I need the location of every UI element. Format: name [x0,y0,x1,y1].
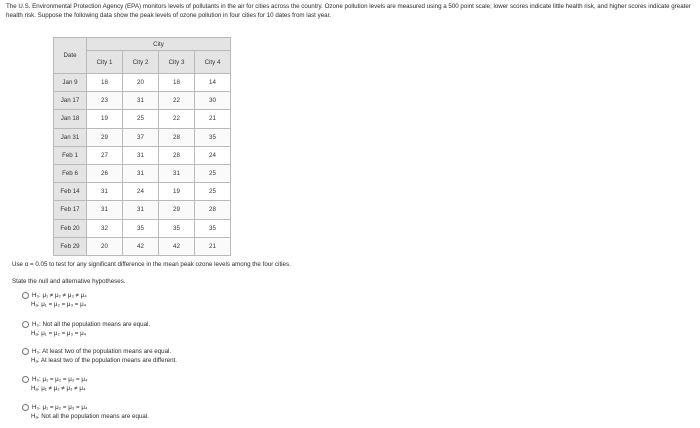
table-row [54,183,231,201]
city-4-value-cell: 14 [195,74,231,92]
table-row [54,92,231,110]
date-column-header: Date [54,38,87,74]
city-3-value-cell: 22 [159,92,195,110]
city-3-value-cell: 31 [159,164,195,182]
option-5-null: H₀: μ₁ = μ₂ = μ₃ = μ₄ [32,404,88,411]
hypothesis-option-1[interactable] [22,291,87,309]
city-4-value-cell: 21 [195,237,231,255]
test-question: Use α = 0.05 to test for any significant difference in the mean peak ozone levels among the four cities. [12,261,291,268]
date-cell: Feb 1 [54,146,87,164]
city-4-value-cell: 21 [195,110,231,128]
table-row [54,74,231,92]
option-4-radio[interactable] [22,376,29,383]
city-1-value-cell: 29 [87,128,123,146]
table-row [54,201,231,219]
table-row [54,128,231,146]
date-cell: Feb 17 [54,201,87,219]
city-4-value-cell: 25 [195,183,231,201]
hypothesis-option-5[interactable] [22,403,149,421]
city-2-value-cell: 31 [123,201,159,219]
city-1-value-cell: 27 [87,146,123,164]
city-4-value-cell: 28 [195,201,231,219]
option-2-alternative: Hₐ: μ₁ = μ₂ = μ₃ = μ₄ [31,330,87,337]
city-4-value-cell: 30 [195,92,231,110]
option-1-radio[interactable] [22,292,29,299]
option-2-null: H₀: Not all the population means are equal. [32,321,151,328]
date-cell: Jan 9 [54,74,87,92]
table-row [54,219,231,237]
city-3-value-cell: 18 [159,74,195,92]
city-2-value-cell: 31 [123,92,159,110]
city-4-value-cell: 24 [195,146,231,164]
problem-intro: The U.S. Environmental Protection Agency (EPA) monitors levels of pollutants in the air for cities across the country. Ozone pollution levels are measured using a 500 point scale; lower scores indicate little health risk, and higher scores indicate greater health risk. Suppose the following data show the peak levels of ozone pollution in four cities for 10 dates from last year. [6,3,691,19]
date-cell: Feb 6 [54,164,87,182]
date-cell: Feb 29 [54,237,87,255]
date-cell: Jan 17 [54,92,87,110]
option-5-radio[interactable] [22,404,29,411]
city-3-value-cell: 22 [159,110,195,128]
option-3-alternative: Hₐ: At least two of the population means are different. [31,357,177,364]
city-2-value-cell: 37 [123,128,159,146]
option-3-null: H₀: At least two of the population means are equal. [32,348,172,355]
city-3-value-cell: 19 [159,183,195,201]
city-4-value-cell: 35 [195,128,231,146]
option-3-radio[interactable] [22,348,29,355]
city-2-value-cell: 24 [123,183,159,201]
city-1-value-cell: 20 [87,237,123,255]
city-4-value-cell: 25 [195,164,231,182]
city-3-header: City 3 [159,51,195,74]
city-4-header: City 4 [195,51,231,74]
date-cell: Jan 31 [54,128,87,146]
city-4-value-cell: 35 [195,219,231,237]
city-1-value-cell: 32 [87,219,123,237]
hypotheses-instruction: State the null and alternative hypotheses. [12,278,126,285]
city-1-value-cell: 26 [87,164,123,182]
city-2-value-cell: 42 [123,237,159,255]
city-3-value-cell: 35 [159,219,195,237]
city-2-value-cell: 31 [123,164,159,182]
city-1-value-cell: 31 [87,183,123,201]
city-1-header: City 1 [87,51,123,74]
hypothesis-option-3[interactable] [22,347,177,365]
option-4-null: H₀: μ₁ = μ₂ = μ₃ = μ₄ [32,376,88,383]
city-3-value-cell: 42 [159,237,195,255]
city-group-header: City [87,38,231,51]
table-row [54,146,231,164]
city-1-value-cell: 18 [87,74,123,92]
option-5-alternative: Hₐ: Not all the population means are equal. [31,413,149,420]
city-1-value-cell: 31 [87,201,123,219]
option-1-alternative: Hₐ: μ₁ = μ₂ = μ₃ = μ₄ [31,301,87,308]
hypothesis-option-2[interactable] [22,320,150,338]
ozone-data-table [53,37,231,256]
table-row [54,110,231,128]
city-1-value-cell: 23 [87,92,123,110]
city-2-header: City 2 [123,51,159,74]
city-2-value-cell: 20 [123,74,159,92]
city-2-value-cell: 31 [123,146,159,164]
city-3-value-cell: 28 [159,146,195,164]
hypothesis-option-4[interactable] [22,375,87,393]
city-2-value-cell: 35 [123,219,159,237]
table-row [54,237,231,255]
date-cell: Feb 14 [54,183,87,201]
date-cell: Jan 18 [54,110,87,128]
city-1-value-cell: 19 [87,110,123,128]
city-3-value-cell: 29 [159,201,195,219]
option-4-alternative: Hₐ: μ₁ ≠ μ₂ ≠ μ₃ ≠ μ₄ [31,385,86,392]
option-1-null: H₀: μ₁ ≠ μ₂ ≠ μ₃ ≠ μ₄ [32,292,87,299]
city-3-value-cell: 28 [159,128,195,146]
city-2-value-cell: 25 [123,110,159,128]
option-2-radio[interactable] [22,321,29,328]
date-cell: Feb 20 [54,219,87,237]
table-row [54,164,231,182]
